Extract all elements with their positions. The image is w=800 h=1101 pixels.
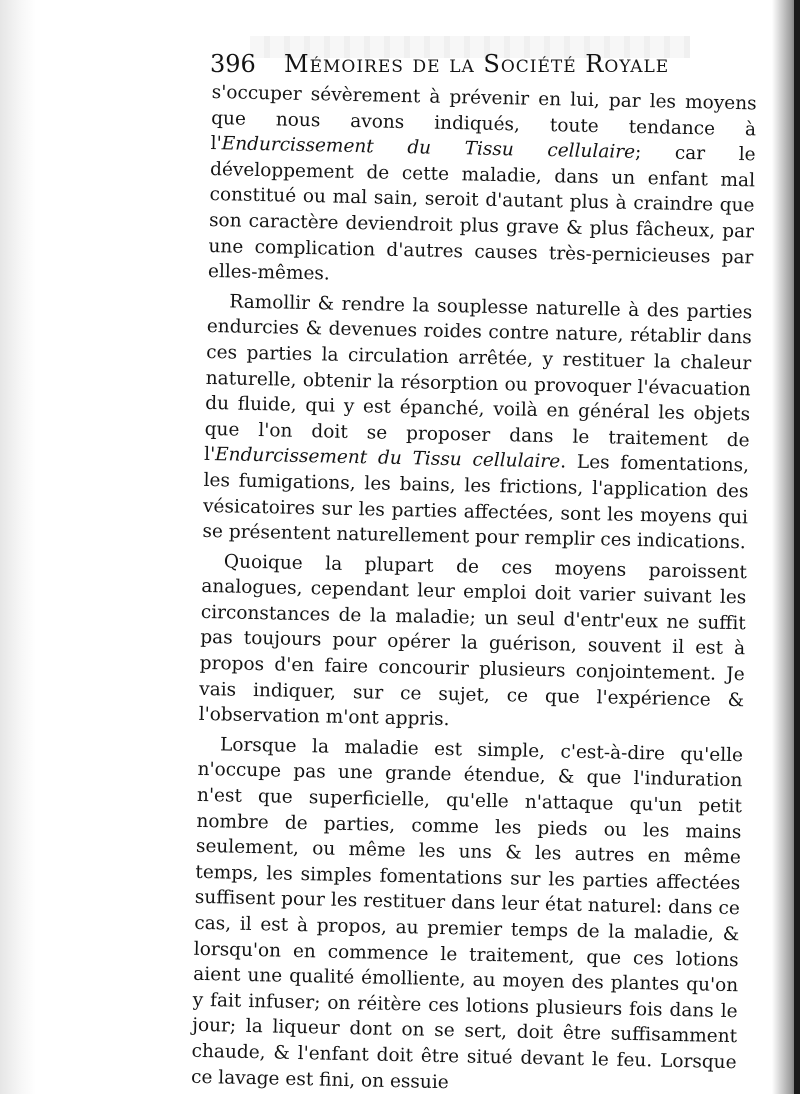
running-title: Mémoires de la Société Royale <box>284 50 670 78</box>
text-run: . Les fomentations, les fumigations, les bains, les frictions, l'application des vésicatoires sur les parties affectées, sont les moyens qui se présentent naturellement pour remplir ces indications. <box>202 451 750 554</box>
paragraph <box>191 732 743 1101</box>
text-run: Quoique la plupart de ces moyens paroissent analogues, cependant leur emploi doit varier suivant les circonstances de la maladie; un seul d'entr'eux ne suffit pas toujours pour opérer la guérison, souvent il est à propos d'en faire concourir plusieurs conjointement. Je vais indiquer, sur ce sujet, ce que l'expérience & l'observation m'ont appris. <box>198 551 748 731</box>
page-number: 396 <box>210 50 256 78</box>
paragraph <box>198 549 747 740</box>
text-run: Ramollir & rendre la souplesse naturelle à des parties endurcies & devenues roides contre nature, rétablir dans ces parties la circulation arrêtée, y restituer la chaleur naturelle, obtenir la résorption ou provoquer l'évacuation du fluide, qui y est épanché, voilà en général les objets que l'on doit se proposer dans le traitement de l' <box>203 291 753 466</box>
text-body <box>190 80 757 1093</box>
text-run: Lorsque la maladie est simple, c'est-à-dire qu'elle n'occupe pas une grande étendue, & que l'induration n'est que superficielle, qu'elle n'attaque qu'un petit nombre de parties, comme les pieds ou les mains seulement, ou même les uns & les autres en même temps, les simples fomentations sur les parties affectées suffisent pour les restituer dans leur état naturel: dans ce cas, il est à propos, au premier temps de la maladie, & lorsqu'on en commence le traitement, que ces lotions aient une qualité émolliente, au moyen des plantes qu'on y fait infuser; on réitère ces lotions plusieurs fois dans le jour; la liqueur dont on se sert, doit être suffisamment chaude, & l'enfant doit être situé devant le feu. Lorsque ce lavage est fini, on essuie <box>190 734 744 1093</box>
text-run: s'occuper sévèrement à prévenir en lui, par les moyens que nous avons indiqués, toute tendance à l' <box>210 81 757 155</box>
page-edge <box>794 0 800 1094</box>
italic-term: Endurcissement du Tissu cellulaire <box>221 133 636 164</box>
italic-term: Endurcissement du Tissu cellulaire <box>214 444 561 473</box>
paragraph <box>202 289 752 556</box>
text-run: ; car le développement de cette maladie, dans un enfant mal constitué ou mal sain, seroit d'autant plus à craindre que son caractère deviendroit plus grave & plus fâcheux, par une complication d'autres causes très-pernicieuses par elles-mêmes. <box>207 142 756 285</box>
page-gutter <box>0 0 36 1094</box>
paragraph <box>208 80 757 296</box>
